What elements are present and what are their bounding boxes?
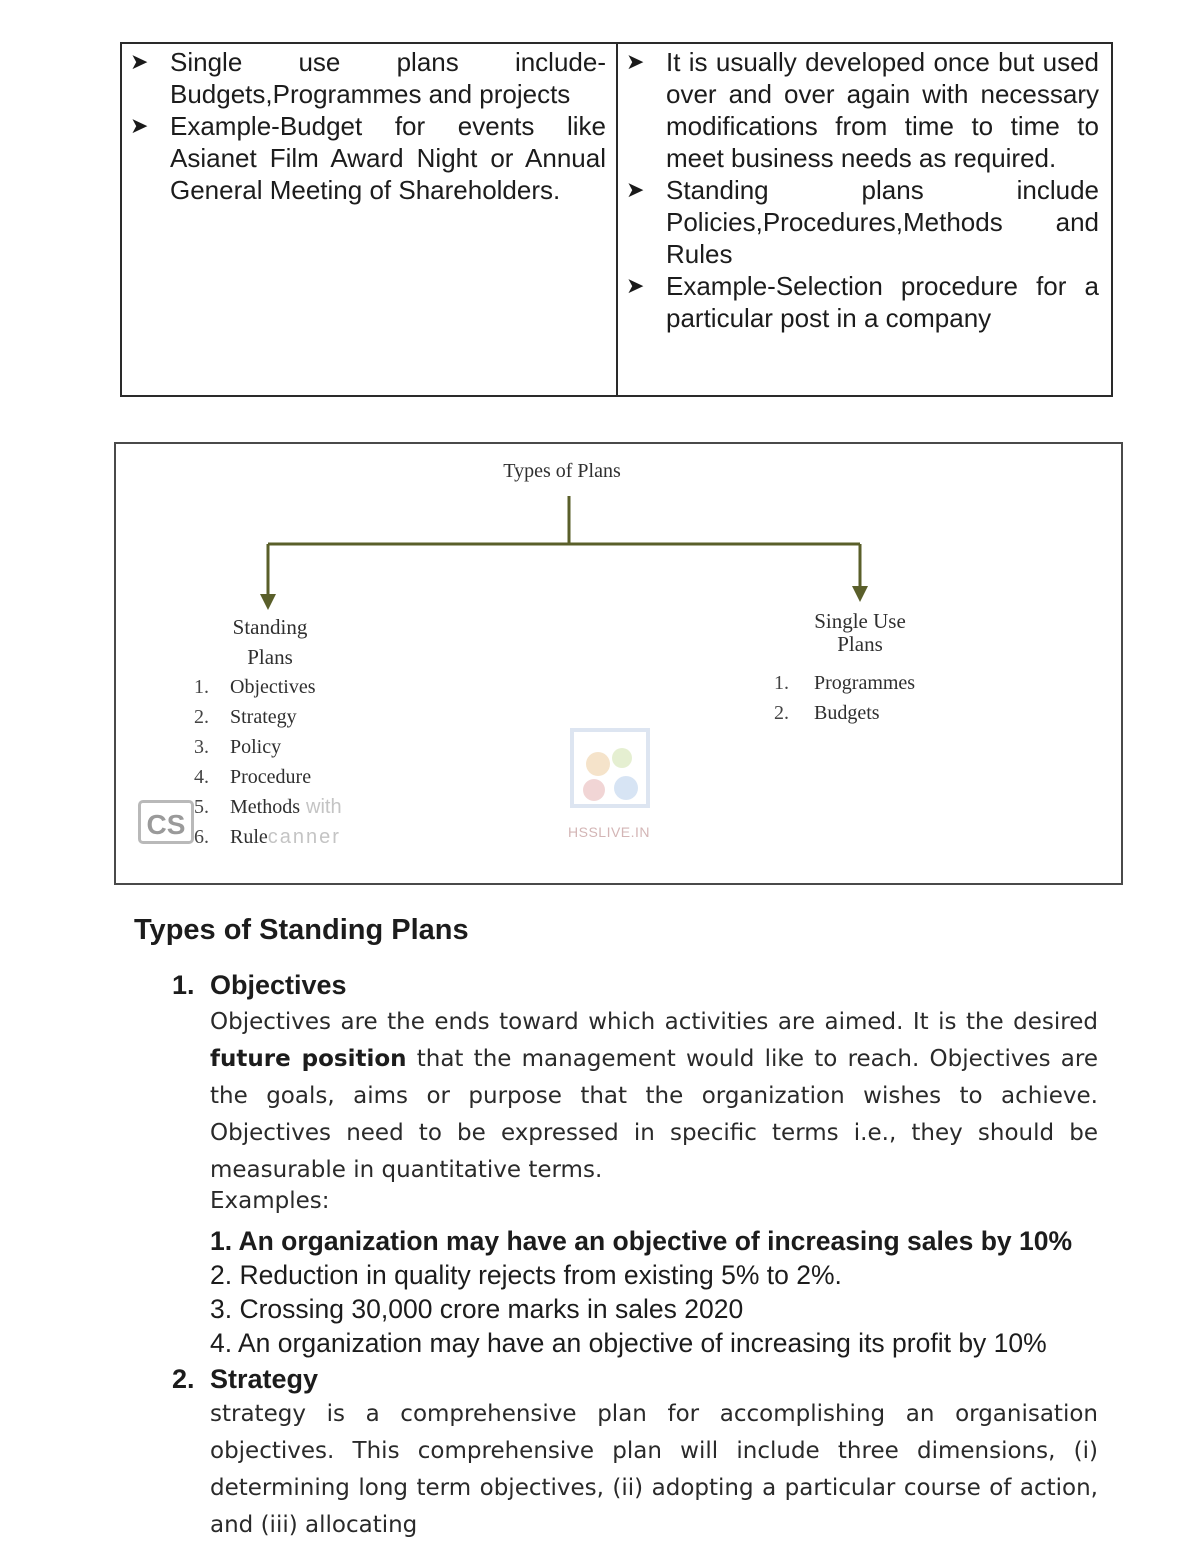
arrow-bullet-icon: ➤ [130,49,149,74]
bullet-item: ➤ Example-Budget for events like Asianet Film Award Night or Annual General Meeting of Shareholders. [130,111,606,205]
standing-plans-list [194,672,342,852]
camscanner-logo-icon: CS [138,800,194,844]
hsslive-watermark-text: HSSLIVE.IN [568,824,651,840]
strategy-heading: 2. Strategy [172,1364,319,1394]
left-arrowhead-icon [260,594,276,610]
list-item: 1. Objectives [194,676,316,698]
examples-label: Examples: [210,1188,330,1214]
right-arrowhead-icon [852,586,868,602]
example-item: 4. An organization may have an objective of increasing its profit by 10% [210,1328,1047,1358]
arrow-bullet-icon: ➤ [626,49,645,74]
comparison-table [120,42,1113,397]
example-item: 3. Crossing 30,000 crore marks in sales 2020 [210,1294,744,1324]
objectives-heading: 1. Objectives [172,970,347,1000]
arrow-bullet-icon: ➤ [130,113,149,138]
standing-column [618,44,1111,395]
standing-plans-node: Standing Plans [232,615,308,669]
bullet-item: ➤ Single use plans include-Budgets,Programmes and projects [130,47,606,109]
arrow-bullet-icon: ➤ [626,273,645,298]
example-item: 1. An organization may have an objective of increasing sales by 10% [210,1226,1073,1256]
single-use-column [122,44,618,395]
camscanner-watermark-text: with [306,796,342,818]
list-item: 2. Budgets [774,702,880,724]
strategy-paragraph: strategy is a comprehensive plan for accomplishing an organisation objectives. This comprehensive plan will include three dimensions, (i) determining long term objectives, (ii) adopting a particular course of action, and (iii) allocating [210,1401,1098,1538]
objectives-paragraph: Objectives are the ends toward which activities are aimed. It is the desired future position that the management would like to reach. Objectives are the goals, aims or purpose that the organization wishes to achieve. Objectives need to be expressed in specific terms i.e., they should be measurable in quantitative terms. [210,1009,1099,1183]
list-item: 1. Programmes [774,672,916,694]
single-use-plans-list [774,668,915,728]
example-item: 2. Reduction in quality rejects from existing 5% to 2%. [210,1260,842,1290]
hsslive-logo-icon [568,726,652,830]
section-title: Types of Standing Plans [134,914,469,946]
bullet-item: ➤ Example-Selection procedure for a particular post in a company [626,271,1099,333]
arrow-bullet-icon: ➤ [626,177,645,202]
list-item: 2. Strategy [194,706,297,728]
bullet-item: ➤ Standing plans include Policies,Procedures,Methods and Rules [626,175,1099,269]
camscanner-watermark-text: canner [267,826,341,848]
types-of-plans-diagram [114,442,1123,885]
single-use-plans-node: Single Use Plans [814,609,906,656]
list-item: 6. Rulecanner [194,826,341,848]
bullet-item: ➤ It is usually developed once but used over and over again with necessary modifications from time to time to meet business needs as required. [626,47,1099,173]
list-item: 5. Methods with [194,796,342,818]
list-item: 4. Procedure [194,766,312,788]
list-item: 3. Policy [194,736,282,758]
diagram-title: Types of Plans [503,460,621,482]
